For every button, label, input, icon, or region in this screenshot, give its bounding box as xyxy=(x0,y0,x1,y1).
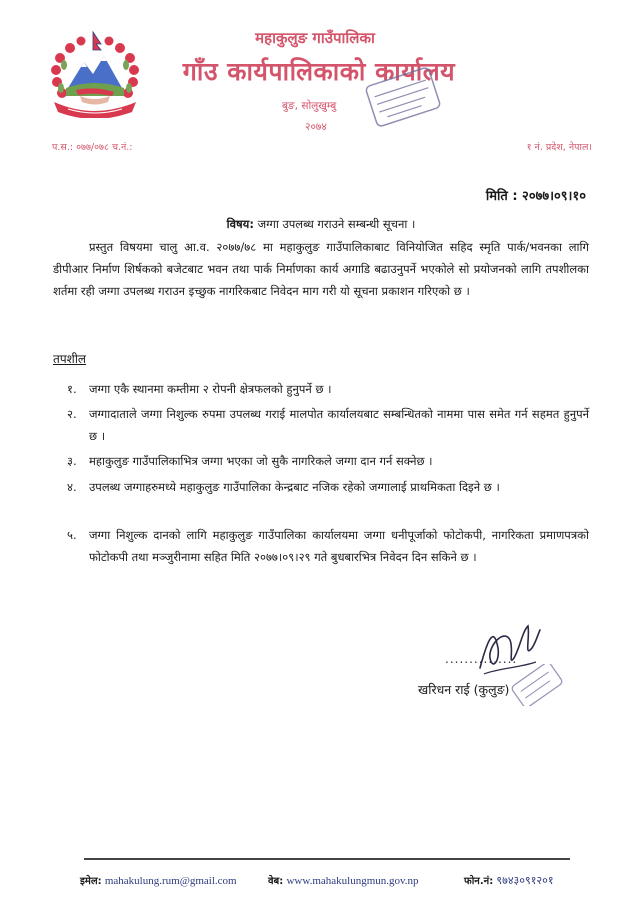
office-title: गाँउ कार्यपालिकाको कार्यालय xyxy=(182,57,456,86)
subject-text: जग्गा उपलब्ध गराउने सम्बन्धी सूचना । xyxy=(257,217,416,231)
list-item-text: उपलब्ध जग्गाहरुमध्ये महाकुलुङ गाउँपालिका केन्द्रबाट नजिक रहेको जग्गालाई प्राथमिकता दिइने छ । xyxy=(89,480,500,494)
list-item-number: ५. xyxy=(67,528,77,542)
nepal-emblem-icon xyxy=(46,28,144,118)
list-item xyxy=(53,450,589,472)
reference-row xyxy=(52,140,592,154)
list-item-text: जग्गा एकै स्थानमा कम्तीमा २ रोपनी क्षेत्रफलको हुनुपर्ने छ । xyxy=(89,382,332,396)
phone-number: ९७४३०९१२०१ xyxy=(496,875,554,887)
list-item-number: ४. xyxy=(67,480,77,494)
footer-phone xyxy=(464,873,554,888)
footer-email xyxy=(80,873,237,887)
office-stamp-icon xyxy=(508,664,566,706)
list-item-number: १. xyxy=(67,382,77,396)
province-label: १ नं. प्रदेश, नेपाल। xyxy=(526,142,592,153)
website-label: वेब: xyxy=(268,876,284,887)
list-item xyxy=(53,476,589,498)
list-item-text: जग्गा निशुल्क दानको लागि महाकुलुङ गाउँपालिका कार्यालयमा जग्गा धनीपूर्जाको फोटोकपी, नागरिकता प्रमाणपत्रको फोटोकपी तथा मञ्जुरीनामा सहित मिति २०७७।०९।२९ गते बुधबारभित्र निवेदन दिन सकिने छ । xyxy=(89,528,589,564)
reference-number: प.स.: ०७७/०७८ च.नं.: xyxy=(52,142,133,153)
footer-contact xyxy=(80,873,580,889)
email-link[interactable]: mahakulung.rum@gmail.com xyxy=(104,875,237,887)
intro-paragraph: प्रस्तुत विषयमा चालु आ.व. २०७७/७८ मा महाकुलुङ गाउँपालिकाबाट विनियोजित सहिद स्मृति पार्क/भवनका लागि डीपीआर निर्माण शिर्षकको बजेटबाट भवन तथा पार्क निर्माणका कार्य अगाडि बढाउनुपर्ने भएकोले सो प्रयोजनको लागि तपशीलका शर्तमा रही जग्गा उपलब्ध गराउन इच्छुक नागरिकबाट निवेदन माग गरी यो सूचना प्रकाशन गरिएको छ । xyxy=(53,240,589,298)
subject-line xyxy=(0,217,642,232)
list-item-text: जग्गादाताले जग्गा निशुल्क रुपमा उपलब्ध गराई मालपोत कार्यालयबाट सम्बन्धितको नाममा पास समेत गर्न सहमत हुनुपर्ने छ । xyxy=(89,407,589,443)
list-item-number: २. xyxy=(67,407,77,421)
office-location: बुङ, सोलुखुम्बु xyxy=(282,100,337,112)
established-year: २०७४ xyxy=(305,121,327,133)
phone-label: फोन.नं: xyxy=(464,876,494,887)
list-item xyxy=(53,378,589,400)
footer-divider xyxy=(84,858,570,860)
footer-website xyxy=(268,873,419,887)
municipality-name: महाकुलुङ गाउँपालिका xyxy=(255,29,375,47)
signature-line: ............... xyxy=(445,652,518,666)
list-item-text: महाकुलुङ गाउँपालिकाभित्र जग्गा भएका जो सुकै नागरिकले जग्गा दान गर्न सक्नेछ । xyxy=(89,454,433,468)
list-item xyxy=(53,524,589,568)
website-link[interactable]: www.mahakulungmun.gov.np xyxy=(286,875,419,887)
email-label: इमेल: xyxy=(80,876,102,887)
subject-label: विषय: xyxy=(226,217,254,231)
signer-name: खरिधन राई (कुलुङ) xyxy=(418,682,510,697)
section-heading: तपशील xyxy=(53,352,87,366)
notice-date: मिति : २०७७।०९।१० xyxy=(485,189,586,204)
list-item-number: ३. xyxy=(67,454,77,468)
office-stamp-icon xyxy=(362,66,444,128)
list-item xyxy=(53,403,589,447)
